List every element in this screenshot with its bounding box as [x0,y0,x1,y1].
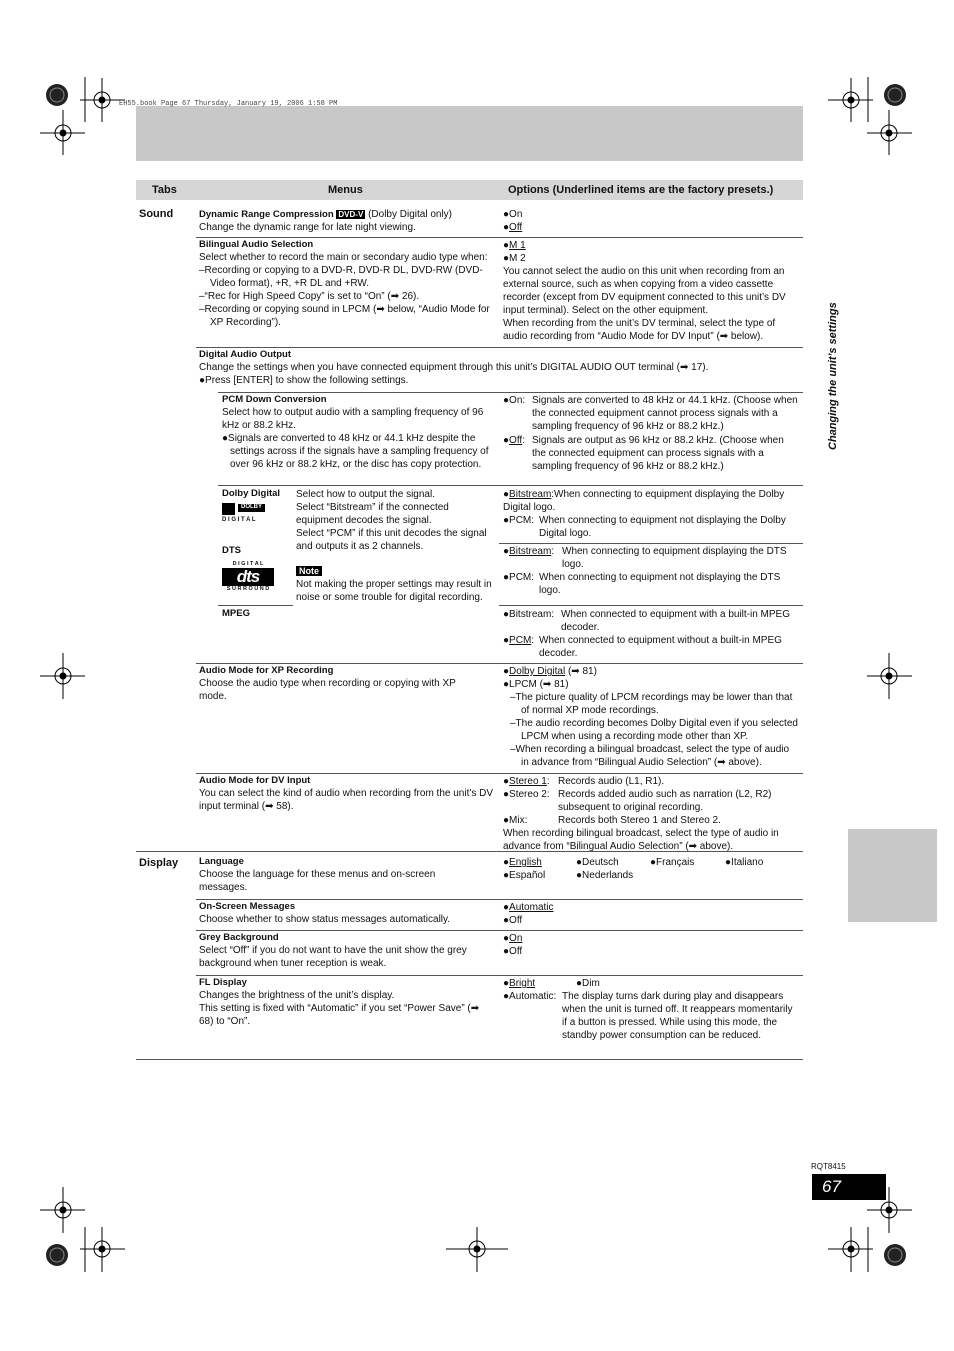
fl-opt-bright: Bright [509,978,536,989]
bilingual-note2: When recording from the unit’s DV terminal, select the type of audio recording from “Audio Mode for DV Input” (➡ below). [503,318,776,342]
dao-title: Digital Audio Output [199,349,291,360]
section-tab-marker [848,829,937,922]
note-label: Note [296,566,322,576]
color-bar-circle-bottom-left [46,1244,68,1266]
page-code: RQT8415 [811,1162,846,1171]
lang-menu [199,856,469,894]
color-bar-circle-bottom-right [884,1244,906,1266]
bilingual-note1: You cannot select the audio on this unit when recording from an external source, such as when copying from a video cassette recorder (except from DV equipment connected to this unit’s DV input terminal). Select on the other equipment. [503,266,786,316]
fl-menu [199,977,484,1028]
dolby-options: ●Bitstream:When connecting to equipment displaying the Dolby Digital logo. ●PCM: When connecting to equipment not displaying the Dolby Digital logo. [503,489,786,539]
osm-opt-automatic: Automatic [509,902,554,913]
pcm-desc: Select how to output audio with a sampling frequency of 96 kHz or 88.2 kHz. [222,407,484,432]
drc-options: ●On ●Off [503,208,798,234]
fl-opt-dim: ●Dim [576,978,600,989]
fl-options: ●Bright ●Dim ●Automatic: The display turns dark during play and disappears when the unit is turned off. It reappears momentarily if a button is pressed. While using this mode, the standby power consumption can be reduced. [503,978,793,1041]
lang-opt-italiano: ●Italiano [725,857,764,868]
bilingual-desc: Select whether to record the main or secondary audio type when: [199,252,488,264]
pcm-opt-off: Off [509,435,523,446]
drc-opt-on: ●On [503,209,523,220]
xp-menu [199,665,479,703]
crop-mark-bottom-left [40,1187,85,1233]
tab-display: Display [139,857,179,869]
crop-mark-bottom-center [446,1227,508,1272]
page-number-box [812,1174,886,1200]
lang-desc: Choose the language for these menus and on-screen messages. [199,869,436,894]
crop-mark-bottom-inner-left [80,1227,125,1272]
pcm-menu [222,394,494,471]
pcm-title: PCM Down Conversion [222,394,327,405]
page-number: 67 [822,1177,841,1196]
grey-options: ●On ●Off [503,932,799,958]
divider [196,930,803,931]
divider [196,663,803,664]
mpeg-title: MPEG [222,608,250,619]
dolby-digital-logo: DOLBY D I G I T A L [222,503,278,525]
dv-opt-stereo1: Stereo 1 [509,776,547,787]
divider [196,899,803,900]
dao-menu [199,349,799,387]
osm-title: On-Screen Messages [199,901,296,912]
divider [218,485,803,486]
fl-title: FL Display [199,977,247,988]
divider [499,605,803,606]
grey-desc: Select “Off” if you do not want to have the unit show the grey background when tuner reception is weak. [199,945,467,970]
dolby-desc: Select how to output the signal. Select “Bitstream” if the connected equipment decodes the signal. Select “PCM” if this unit decodes the signal and outputs it as 2 channels. Note Not making the proper settings may result in noise or some trouble for digital recording. [296,488,496,604]
header-menus: Menus [328,184,363,196]
dts-options: ●Bitstream: When connecting to equipment displaying the DTS logo. ●PCM: When connecting to equipment not displaying the DTS logo. [503,546,787,596]
file-info: EH55.book Page 67 Thursday, January 19, 2006 1:58 PM [119,100,338,108]
pcm-on-desc: Signals are converted to 48 kHz or 44.1 kHz. (Choose when the connected equipment cannot process signals with a sampling frequency of 96 kHz or 88.2 kHz.) [532,395,798,432]
crop-mark-mid-left [40,653,85,699]
bilingual-l2: –“Rec for High Speed Copy” is set to “On” (➡ 26). [199,291,420,303]
crop-mark-mid-right [867,653,912,699]
crop-mark-bottom-inner-right [828,1227,873,1272]
fl-desc2: This setting is fixed with “Automatic” if you set “Power Save” (➡ 68) to “On”. [199,1003,480,1028]
bilingual-l1: –Recording or copying to a DVD-R, DVD-R DL, DVD-RW (DVD-Video format), +R, +R DL and +RW. [199,265,483,290]
pcm-options: ●On: Signals are converted to 48 kHz or 44.1 kHz. (Choose when the connected equipment cannot process signals with a sampling frequency of 96 kHz or 88.2 kHz.) ●Off: Signals are output as 96 kHz or 88.2 kHz. (Choose when the connected equipment can process signals with a sampling frequency of 96 kHz or 88.2 kHz.) [503,395,798,472]
crop-mark-top-right [867,110,912,155]
grey-opt-on: On [509,933,523,944]
lang-opt-english: English [509,857,542,868]
dv-options: ●Stereo 1: Records audio (L1, R1). ●Stereo 2: Records added audio such as narration (L2, R2) subsequent to original recording. ●Mix: Records both Stereo 1 and Stereo 2. When recording bilingual broadcast, select the type of audio in advance from “Bilingual Audio Selection” (➡ above). [503,776,779,852]
grey-menu [199,932,484,970]
drc-opt-off: Off [509,222,523,233]
divider [196,975,803,976]
table-bottom-rule [136,1059,803,1060]
dolby-title: Dolby Digital [222,488,281,499]
divider [218,392,803,393]
divider [196,237,803,238]
xp-title: Audio Mode for XP Recording [199,665,334,676]
xp-options: ●Dolby Digital (➡ 81) ●LPCM (➡ 81) –The picture quality of LPCM recordings may be lower than that of normal XP mode recordings. –The audio recording becomes Dolby Digital even if you selected LPCM when using a recording mode other than XP. –When recording a bilingual broadcast, select the type of audio in advance from “Bilingual Audio Selection” (➡ above). [503,666,798,768]
note-text: Not making the proper settings may result in noise or some trouble for digital recording. [296,579,492,603]
divider [136,851,803,852]
xp-desc: Choose the audio type when recording or copying with XP mode. [199,678,456,703]
dolby-dd-icon [222,503,235,515]
bilingual-opt-m1: M 1 [509,240,526,251]
dv-title: Audio Mode for DV Input [199,775,311,786]
lang-opt-francais: ●Français [650,857,695,868]
lang-title: Language [199,856,244,867]
mpeg-opt-pcm: PCM [509,635,532,646]
dv-desc: You can select the kind of audio when recording from the unit’s DV input terminal (➡ 58). [199,788,494,813]
dts-logo: D I G I T A L dts S U R R O U N D [222,561,274,599]
bilingual-opt-m2: ●M 2 [503,253,526,264]
pcm-off-desc: Signals are output as 96 kHz or 88.2 kHz. (Choose when the connected equipment can process signals with a sampling frequency of 96 kHz or 88.2 kHz.) [532,435,784,472]
drc-title: Dynamic Range Compression [199,209,334,220]
osm-desc: Choose whether to show status messages automatically. [199,914,451,926]
dao-desc2: ●Press [ENTER] to show the following settings. [199,375,409,387]
fl-desc1: Changes the brightness of the unit’s display. [199,990,395,1002]
dvd-v-badge: DVD-V [338,210,364,219]
divider [218,605,293,606]
xp-opt-dolby: Dolby Digital [509,666,566,677]
bilingual-l3: –Recording or copying sound in LPCM (➡ below, “Audio Mode for XP Recording”). [199,304,490,329]
header-options: Options (Underlined items are the factory presets.) [508,184,774,196]
header-band [136,106,803,161]
color-bar-circle-top-right [884,84,906,106]
color-bar-circle-top-left [46,84,68,106]
divider [499,543,803,544]
lang-options: ●English ●Deutsch ●Français ●Italiano ●Español ●Nederlands [503,857,764,881]
drc-title-suffix: (Dolby Digital only) [368,209,452,220]
dolby-opt-bitstream: Bitstream [509,489,552,500]
table-header [136,180,803,200]
bilingual-options: ●M 1 ●M 2 You cannot select the audio on this unit when recording from an external source, such as when copying from a video cassette recorder (except from DV equipment connected to this unit’s DV input terminal). Select on the other equipment. When recording from the unit’s DV terminal, select the type of audio recording from “Audio Mode for DV Input” (➡ below). [503,239,799,343]
dts-title: DTS [222,545,241,556]
divider [196,773,803,774]
osm-menu [199,901,494,926]
dts-opt-bitstream: Bitstream [509,546,552,557]
pcm-note: ●Signals are converted to 48 kHz or 44.1 kHz despite the settings across if the signals have a sampling frequency of over 96 kHz or 88.2 kHz, or the disc has copy protection. [222,433,489,471]
crop-mark-top-inner-right [828,78,873,122]
grey-title: Grey Background [199,932,279,943]
lang-opt-nederlands: ●Nederlands [576,870,634,881]
drc-menu [199,208,499,234]
side-label: Changing the unit’s settings [827,302,839,450]
xp-opt-lpcm: ●LPCM (➡ 81) [503,679,569,690]
bilingual-title: Bilingual Audio Selection [199,239,314,250]
bilingual-menu [199,239,496,329]
header-tabs: Tabs [152,184,177,196]
lang-opt-deutsch: ●Deutsch [576,857,619,868]
mpeg-options: ●Bitstream: When connected to equipment with a built-in MPEG decoder. ●PCM: When connected to equipment without a built-in MPEG decoder. [503,609,791,659]
osm-options: ●Automatic ●Off [503,901,799,927]
divider [196,347,803,348]
osm-opt-off: ●Off [503,915,523,926]
crop-mark-top-left [40,110,85,155]
tab-sound: Sound [139,208,174,220]
dao-desc: Change the settings when you have connected equipment through this unit’s DIGITAL AUDIO OUT terminal (➡ 17). [199,362,709,374]
dv-menu [199,775,494,813]
lang-opt-espanol: ●Español [503,870,546,881]
drc-desc: Change the dynamic range for late night viewing. [199,222,416,234]
grey-opt-off: ●Off [503,946,523,957]
